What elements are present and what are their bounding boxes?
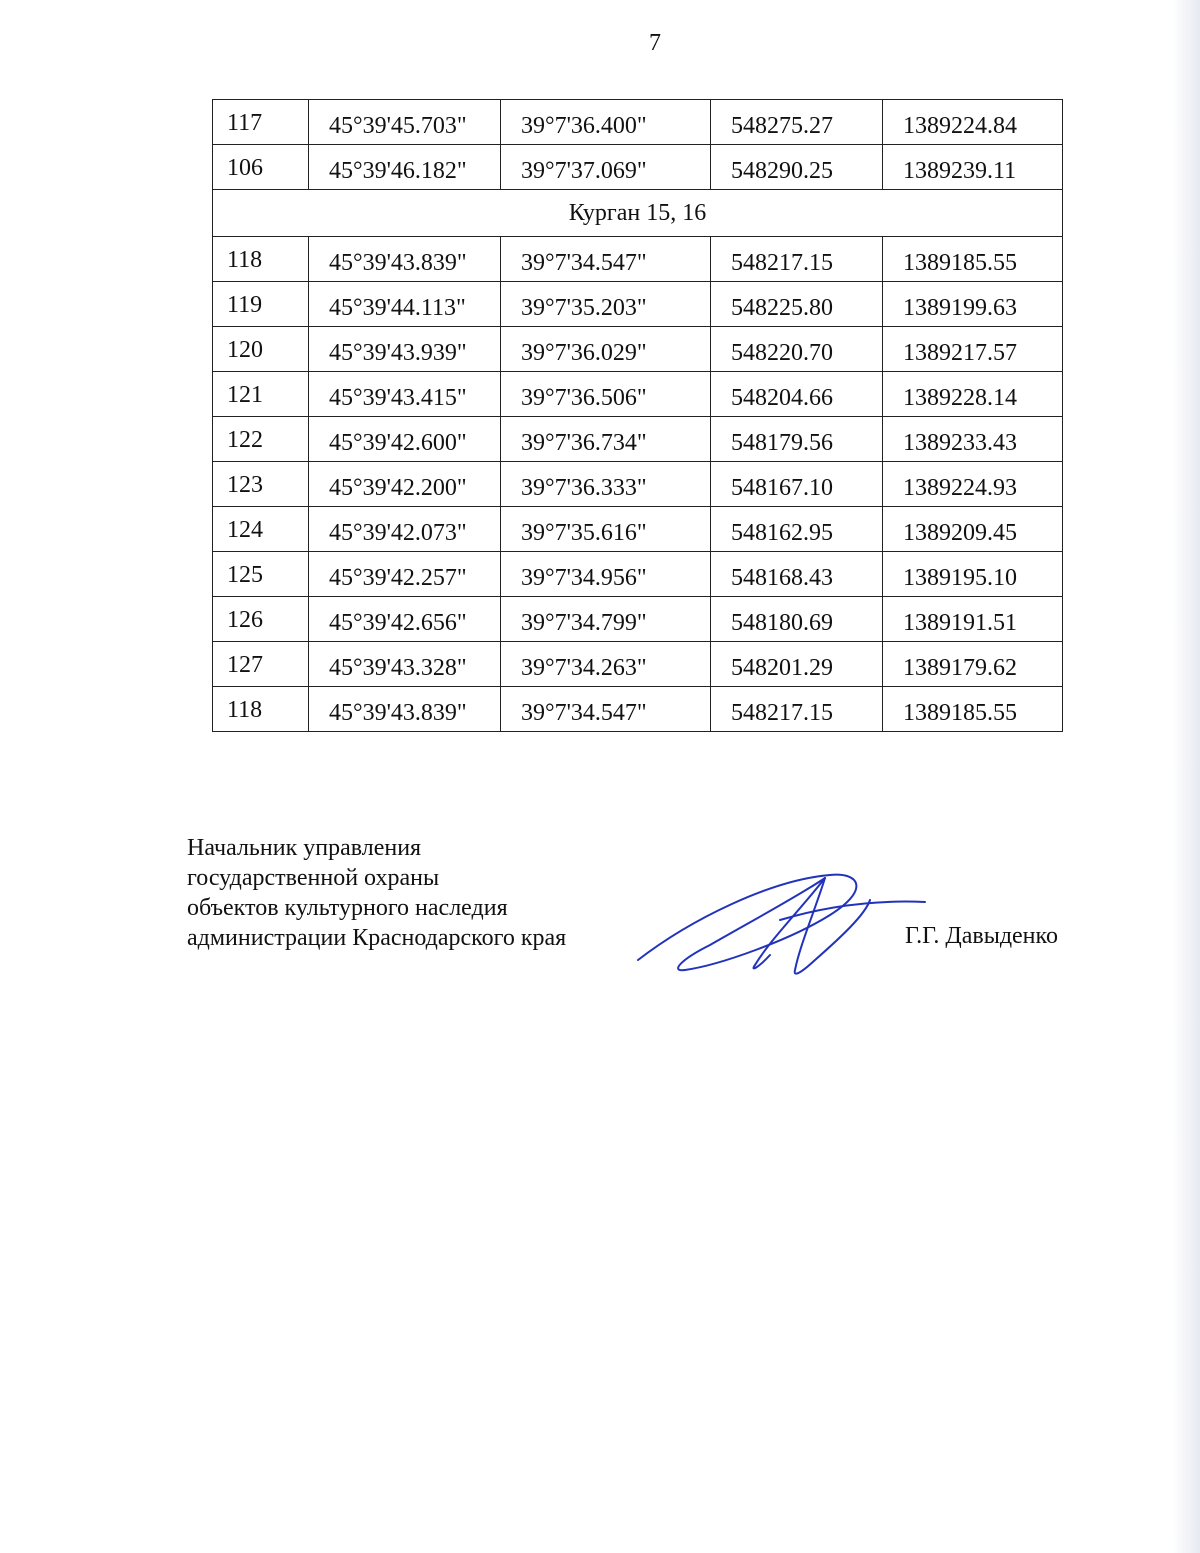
latitude-cell: 45°39'43.328" xyxy=(309,642,501,687)
x-coordinate-cell: 548179.56 xyxy=(711,417,883,462)
table-row xyxy=(213,507,1063,552)
longitude-cell: 39°7'34.547" xyxy=(501,237,711,282)
point-number-cell: 120 xyxy=(213,327,309,372)
section-title: Курган 15, 16 xyxy=(213,190,1063,237)
signatory-title xyxy=(187,833,566,953)
latitude-cell: 45°39'43.839" xyxy=(309,237,501,282)
latitude-cell: 45°39'42.600" xyxy=(309,417,501,462)
y-coordinate-cell: 1389179.62 xyxy=(883,642,1063,687)
latitude-cell: 45°39'42.656" xyxy=(309,597,501,642)
handwritten-signature xyxy=(630,860,930,980)
coordinates-table-body xyxy=(213,100,1063,732)
point-number-cell: 119 xyxy=(213,282,309,327)
latitude-cell: 45°39'42.200" xyxy=(309,462,501,507)
signatory-title-line: Начальник управления xyxy=(187,835,422,861)
table-row xyxy=(213,597,1063,642)
y-coordinate-cell: 1389191.51 xyxy=(883,597,1063,642)
latitude-cell: 45°39'43.415" xyxy=(309,372,501,417)
latitude-cell: 45°39'43.839" xyxy=(309,687,501,732)
signatory-title-line: государственной охраны xyxy=(187,865,440,891)
y-coordinate-cell: 1389185.55 xyxy=(883,687,1063,732)
x-coordinate-cell: 548275.27 xyxy=(711,100,883,145)
table-row xyxy=(213,282,1063,327)
longitude-cell: 39°7'36.734" xyxy=(501,417,711,462)
y-coordinate-cell: 1389224.84 xyxy=(883,100,1063,145)
table-row xyxy=(213,145,1063,190)
longitude-cell: 39°7'34.799" xyxy=(501,597,711,642)
page-number: 7 xyxy=(649,30,661,56)
point-number-cell: 122 xyxy=(213,417,309,462)
y-coordinate-cell: 1389195.10 xyxy=(883,552,1063,597)
longitude-cell: 39°7'36.333" xyxy=(501,462,711,507)
point-number-cell: 118 xyxy=(213,687,309,732)
y-coordinate-cell: 1389228.14 xyxy=(883,372,1063,417)
longitude-cell: 39°7'36.400" xyxy=(501,100,711,145)
point-number-cell: 106 xyxy=(213,145,309,190)
latitude-cell: 45°39'43.939" xyxy=(309,327,501,372)
longitude-cell: 39°7'35.616" xyxy=(501,507,711,552)
x-coordinate-cell: 548180.69 xyxy=(711,597,883,642)
latitude-cell: 45°39'42.257" xyxy=(309,552,501,597)
point-number-cell: 124 xyxy=(213,507,309,552)
x-coordinate-cell: 548168.43 xyxy=(711,552,883,597)
signatory-title-line: объектов культурного наследия xyxy=(187,895,508,921)
x-coordinate-cell: 548217.15 xyxy=(711,687,883,732)
y-coordinate-cell: 1389239.11 xyxy=(883,145,1063,190)
longitude-cell: 39°7'34.263" xyxy=(501,642,711,687)
x-coordinate-cell: 548290.25 xyxy=(711,145,883,190)
point-number-cell: 117 xyxy=(213,100,309,145)
latitude-cell: 45°39'42.073" xyxy=(309,507,501,552)
latitude-cell: 45°39'45.703" xyxy=(309,100,501,145)
table-row xyxy=(213,687,1063,732)
point-number-cell: 127 xyxy=(213,642,309,687)
point-number-cell: 126 xyxy=(213,597,309,642)
table-row xyxy=(213,372,1063,417)
x-coordinate-cell: 548225.80 xyxy=(711,282,883,327)
x-coordinate-cell: 548201.29 xyxy=(711,642,883,687)
table-row xyxy=(213,237,1063,282)
longitude-cell: 39°7'36.506" xyxy=(501,372,711,417)
latitude-cell: 45°39'44.113" xyxy=(309,282,501,327)
longitude-cell: 39°7'34.547" xyxy=(501,687,711,732)
longitude-cell: 39°7'36.029" xyxy=(501,327,711,372)
x-coordinate-cell: 548162.95 xyxy=(711,507,883,552)
x-coordinate-cell: 548204.66 xyxy=(711,372,883,417)
scan-edge-shadow xyxy=(1172,0,1200,1553)
table-row xyxy=(213,552,1063,597)
table-row xyxy=(213,100,1063,145)
x-coordinate-cell: 548220.70 xyxy=(711,327,883,372)
signatory-name: Г.Г. Давыденко xyxy=(905,923,1058,949)
y-coordinate-cell: 1389185.55 xyxy=(883,237,1063,282)
y-coordinate-cell: 1389199.63 xyxy=(883,282,1063,327)
y-coordinate-cell: 1389209.45 xyxy=(883,507,1063,552)
point-number-cell: 118 xyxy=(213,237,309,282)
table-row xyxy=(213,642,1063,687)
coordinates-table xyxy=(212,99,1063,732)
point-number-cell: 123 xyxy=(213,462,309,507)
longitude-cell: 39°7'35.203" xyxy=(501,282,711,327)
table-row xyxy=(213,327,1063,372)
signatory-title-line: администрации Краснодарского края xyxy=(187,925,567,951)
point-number-cell: 121 xyxy=(213,372,309,417)
y-coordinate-cell: 1389217.57 xyxy=(883,327,1063,372)
x-coordinate-cell: 548167.10 xyxy=(711,462,883,507)
latitude-cell: 45°39'46.182" xyxy=(309,145,501,190)
y-coordinate-cell: 1389233.43 xyxy=(883,417,1063,462)
point-number-cell: 125 xyxy=(213,552,309,597)
x-coordinate-cell: 548217.15 xyxy=(711,237,883,282)
section-row xyxy=(213,190,1063,237)
table-row xyxy=(213,462,1063,507)
longitude-cell: 39°7'34.956" xyxy=(501,552,711,597)
y-coordinate-cell: 1389224.93 xyxy=(883,462,1063,507)
longitude-cell: 39°7'37.069" xyxy=(501,145,711,190)
table-row xyxy=(213,417,1063,462)
